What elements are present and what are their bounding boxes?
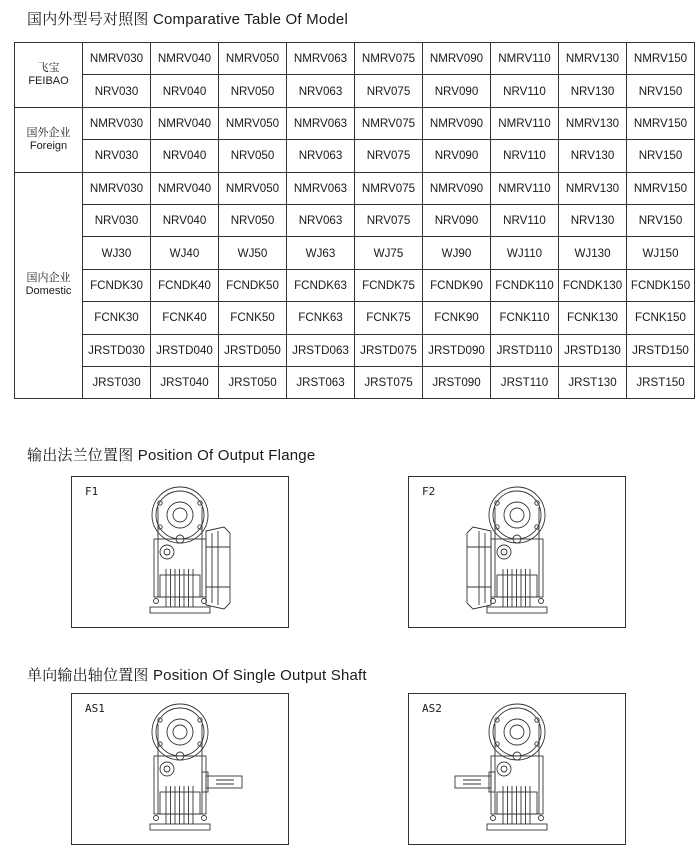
model-cell: NRV040 [151,140,219,172]
model-cell: NRV050 [219,140,287,172]
group-name-en: Foreign [29,139,68,152]
model-cell: WJ130 [559,237,627,269]
model-cell: NRV110 [491,75,559,107]
model-cell: WJ30 [83,237,151,269]
model-cell: NMRV030 [83,107,151,139]
table-row [15,75,695,107]
model-cell: FCNDK110 [491,269,559,301]
model-table-title: 国内外型号对照图 Comparative Table Of Model [27,11,348,28]
model-cell: NRV075 [355,140,423,172]
model-cell: NMRV050 [219,43,287,75]
model-cell: NRV075 [355,75,423,107]
group-name-zh: 国外企业 [26,126,71,139]
model-cell: WJ40 [151,237,219,269]
model-cell: NMRV150 [627,43,695,75]
flange-f2-panel [408,476,626,628]
model-cell: FCNK30 [83,302,151,334]
model-cell: FCNK110 [491,302,559,334]
model-cell: FCNDK50 [219,269,287,301]
model-cell: NMRV040 [151,43,219,75]
model-cell: JRSTD075 [355,334,423,366]
model-cell: JRSTD030 [83,334,151,366]
model-cell: NMRV090 [423,43,491,75]
model-cell: NRV030 [83,140,151,172]
output-flange-title: 输出法兰位置图 Position Of Output Flange [27,447,316,464]
model-cell: NRV130 [559,204,627,236]
model-cell: NMRV063 [287,107,355,139]
model-cell: NRV150 [627,75,695,107]
model-cell: FCNK75 [355,302,423,334]
model-cell: NRV130 [559,75,627,107]
model-cell: NMRV130 [559,172,627,204]
flange-f1-label: F1 [85,485,99,498]
group-name-zh: 飞宝 [37,61,60,74]
model-cell: JRST075 [355,366,423,398]
shaft-as2-panel [408,693,626,845]
manufacturer-group-label [15,172,83,399]
manufacturer-group-label [15,43,83,108]
model-cell: NRV040 [151,204,219,236]
table-row [15,172,695,204]
model-cell: JRST050 [219,366,287,398]
model-cell: NRV090 [423,75,491,107]
manufacturer-group-label [15,107,83,172]
model-cell: NMRV075 [355,43,423,75]
model-cell: FCNK150 [627,302,695,334]
gearbox-f2-drawing [409,477,625,627]
flange-f2-label: F2 [422,485,436,498]
gearbox-f1-drawing [72,477,288,627]
model-cell: WJ50 [219,237,287,269]
table-row [15,334,695,366]
model-cell: NRV110 [491,140,559,172]
comparative-model-table [14,42,695,399]
model-cell: NMRV030 [83,172,151,204]
model-cell: WJ150 [627,237,695,269]
model-cell: JRST063 [287,366,355,398]
model-cell: JRSTD063 [287,334,355,366]
model-cell: FCNDK130 [559,269,627,301]
table-row [15,107,695,139]
model-cell: WJ110 [491,237,559,269]
model-cell: NMRV150 [627,172,695,204]
model-cell: FCNK63 [287,302,355,334]
model-cell: FCNK90 [423,302,491,334]
model-cell: NRV030 [83,204,151,236]
model-cell: NMRV063 [287,172,355,204]
model-cell: NRV063 [287,75,355,107]
table-row [15,140,695,172]
shaft-as1-label: AS1 [85,702,105,715]
model-cell: FCNDK30 [83,269,151,301]
table-row [15,204,695,236]
model-cell: NRV110 [491,204,559,236]
model-cell: WJ63 [287,237,355,269]
table-row [15,43,695,75]
model-cell: JRSTD090 [423,334,491,366]
model-cell: JRSTD050 [219,334,287,366]
model-cell: NMRV030 [83,43,151,75]
model-cell: NRV090 [423,140,491,172]
table-row [15,366,695,398]
model-cell: NMRV090 [423,107,491,139]
model-cell: WJ75 [355,237,423,269]
model-cell: NMRV050 [219,172,287,204]
model-cell: NMRV110 [491,172,559,204]
group-name-en: FEIBAO [28,74,69,87]
model-cell: WJ90 [423,237,491,269]
model-cell: NRV130 [559,140,627,172]
model-cell: NMRV050 [219,107,287,139]
model-cell: JRSTD150 [627,334,695,366]
model-cell: NRV150 [627,204,695,236]
model-cell: NRV063 [287,204,355,236]
model-cell: NRV050 [219,204,287,236]
model-cell: NMRV063 [287,43,355,75]
flange-f1-panel [71,476,289,628]
model-cell: JRST150 [627,366,695,398]
model-cell: FCNDK90 [423,269,491,301]
model-cell: NRV040 [151,75,219,107]
gearbox-as2-drawing [409,694,625,844]
model-cell: FCNK40 [151,302,219,334]
model-cell: NMRV040 [151,107,219,139]
model-cell: JRSTD110 [491,334,559,366]
model-cell: NRV075 [355,204,423,236]
model-cell: FCNDK75 [355,269,423,301]
model-cell: JRST090 [423,366,491,398]
model-cell: FCNDK150 [627,269,695,301]
model-cell: NMRV075 [355,107,423,139]
model-cell: NRV063 [287,140,355,172]
model-cell: NMRV130 [559,43,627,75]
model-cell: NMRV110 [491,107,559,139]
table-row [15,302,695,334]
model-cell: NMRV110 [491,43,559,75]
output-shaft-title: 单向输出轴位置图 Position Of Single Output Shaft [27,667,367,684]
model-cell: FCNDK40 [151,269,219,301]
model-cell: NRV030 [83,75,151,107]
model-cell: NRV050 [219,75,287,107]
model-cell: JRSTD040 [151,334,219,366]
model-cell: FCNK50 [219,302,287,334]
model-cell: NRV150 [627,140,695,172]
table-row [15,269,695,301]
group-name-en: Domestic [25,285,72,298]
model-cell: NMRV150 [627,107,695,139]
gearbox-as1-drawing [72,694,288,844]
model-cell: JRST030 [83,366,151,398]
shaft-as1-panel [71,693,289,845]
table-row [15,237,695,269]
model-cell: NMRV040 [151,172,219,204]
model-cell: JRST040 [151,366,219,398]
model-cell: NMRV130 [559,107,627,139]
model-cell: JRST130 [559,366,627,398]
model-cell: NRV090 [423,204,491,236]
model-cell: NMRV090 [423,172,491,204]
shaft-as2-label: AS2 [422,702,442,715]
model-cell: NMRV075 [355,172,423,204]
model-cell: JRSTD130 [559,334,627,366]
model-cell: FCNDK63 [287,269,355,301]
model-cell: FCNK130 [559,302,627,334]
model-cell: JRST110 [491,366,559,398]
group-name-zh: 国内企业 [26,272,71,285]
